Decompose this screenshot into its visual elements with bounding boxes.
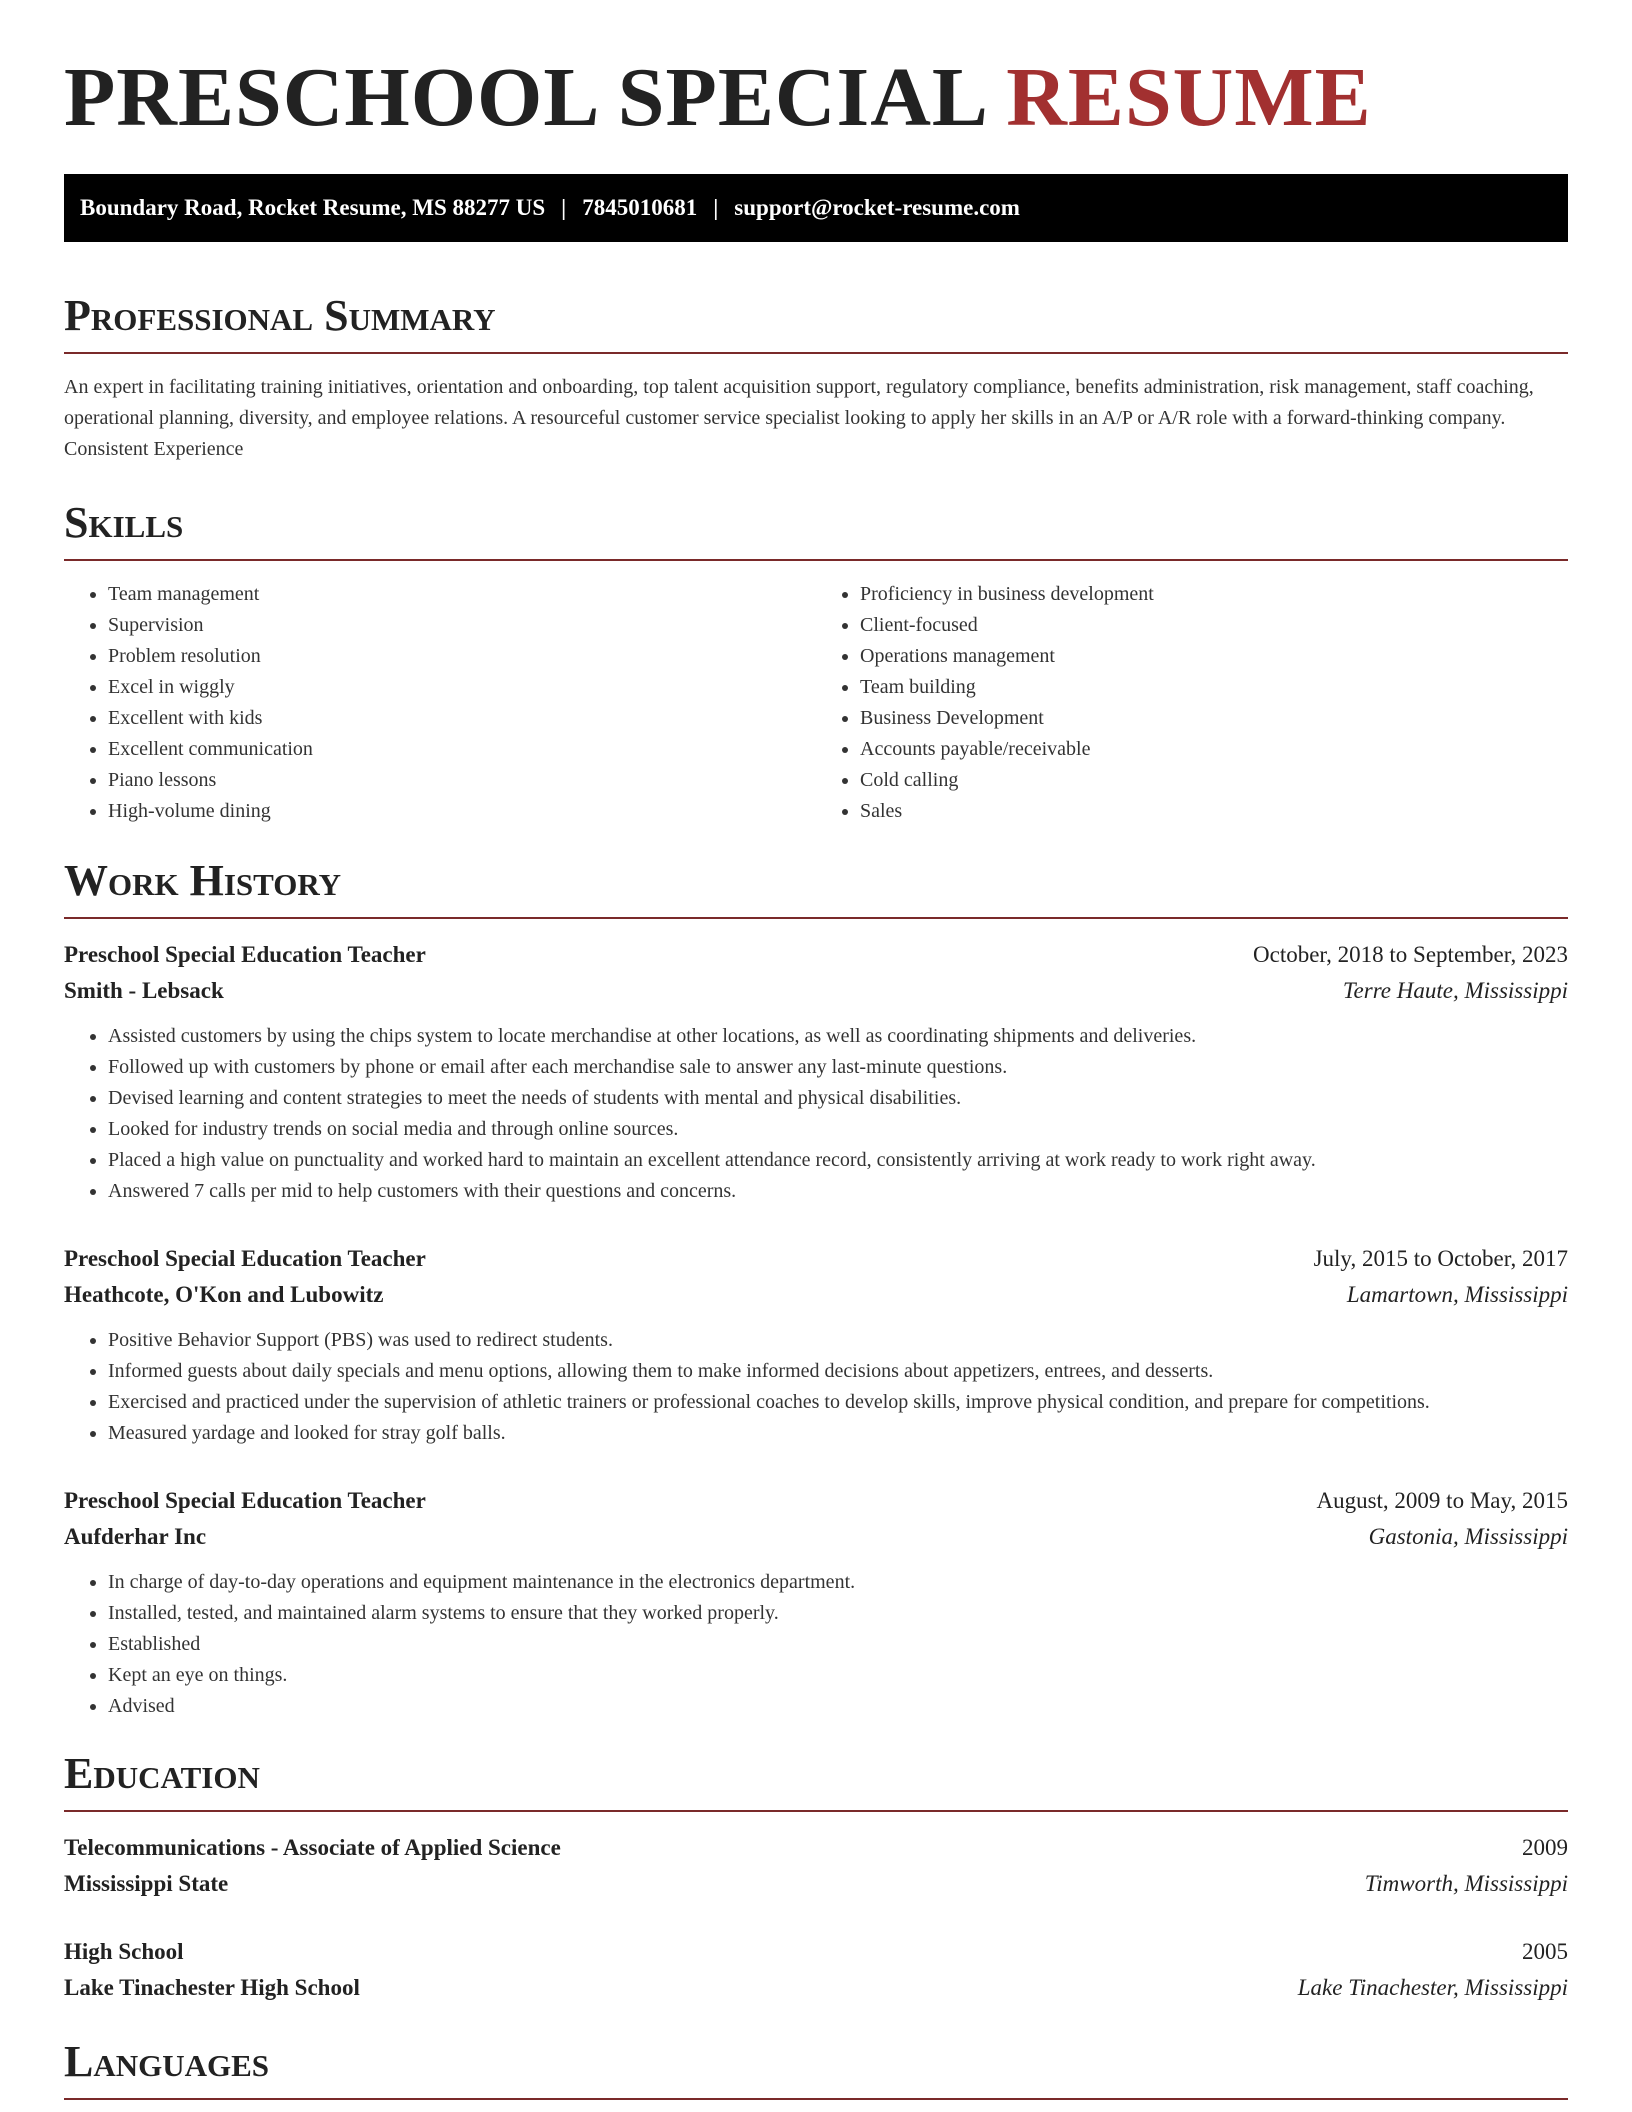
contact-email[interactable]: support@rocket-resume.com: [734, 195, 1020, 220]
job-bullet: • Devised learning and content strategies to meet the needs of students with mental and physical disabilities.: [108, 1083, 1568, 1114]
education-year: 2005: [1522, 1939, 1568, 1964]
job-title-row: [64, 1241, 1568, 1277]
job-bullet: • Installed, tested, and maintained alarm systems to ensure that they worked properly.: [108, 1598, 1568, 1629]
education-degree-row: [64, 1830, 1568, 1866]
education-location: Lake Tinachester, Mississippi: [1297, 1975, 1568, 2000]
education-degree-row: [64, 1934, 1568, 1970]
job-bullets: [64, 1567, 1568, 1722]
contact-bar: [64, 174, 1568, 242]
education-year: 2009: [1522, 1835, 1568, 1860]
job-bullets: [64, 1021, 1568, 1207]
section-heading-summary: Professional Summary: [64, 294, 1568, 354]
title-accent: RESUME: [1006, 51, 1372, 144]
summary-section: [64, 291, 1568, 465]
title-main: PRESCHOOL SPECIAL: [64, 51, 985, 144]
skill-item: • Piano lessons: [108, 765, 816, 796]
skill-item: • High-volume dining: [108, 796, 816, 827]
job-bullet: • Placed a high value on punctuality and worked hard to maintain an excellent attendance record, consistently arriving at work ready to work right away.: [108, 1145, 1568, 1176]
contact-separator: |: [561, 195, 567, 220]
skill-item: • Supervision: [108, 610, 816, 641]
education-entry: [64, 1934, 1568, 2006]
job-company-row: [64, 973, 1568, 1009]
skill-item: • Operations management: [860, 641, 1568, 672]
job-bullet: • Assisted customers by using the chips system to locate merchandise at other locations, as well as coordinating shipments and deliveries.: [108, 1021, 1568, 1052]
job-bullet: • Measured yardage and looked for stray golf balls.: [108, 1418, 1568, 1449]
job-bullet: • In charge of day-to-day operations and equipment maintenance in the electronics department.: [108, 1567, 1568, 1598]
education-school: Mississippi State: [64, 1871, 229, 1896]
job-entry: [64, 937, 1568, 1207]
job-entry: [64, 1483, 1568, 1722]
contact-separator: |: [713, 195, 719, 220]
education-school-row: [64, 1970, 1568, 2006]
languages-section: [64, 2037, 1568, 2100]
skills-section: [64, 498, 1568, 827]
job-dates: July, 2015 to October, 2017: [1313, 1246, 1568, 1271]
skills-grid: [64, 579, 1568, 827]
skill-item: • Client-focused: [860, 610, 1568, 641]
job-bullet: • Positive Behavior Support (PBS) was used to redirect students.: [108, 1325, 1568, 1356]
skill-item: • Sales: [860, 796, 1568, 827]
job-dates: August, 2009 to May, 2015: [1316, 1488, 1568, 1513]
section-heading-work-history: Work History: [64, 859, 1568, 919]
job-title-row: [64, 1483, 1568, 1519]
job-company-row: [64, 1277, 1568, 1313]
skill-item: • Excellent communication: [108, 734, 816, 765]
skill-item: • Excel in wiggly: [108, 672, 816, 703]
section-heading-languages: Languages: [64, 2040, 1568, 2100]
skill-item: • Cold calling: [860, 765, 1568, 796]
education-degree: Telecommunications - Associate of Applied Science: [64, 1835, 561, 1860]
education-entry: [64, 1830, 1568, 1902]
job-location: Lamartown, Mississippi: [1346, 1282, 1568, 1307]
work-history-section: [64, 856, 1568, 1722]
section-heading-skills: Skills: [64, 501, 1568, 561]
job-title: Preschool Special Education Teacher: [64, 1488, 426, 1513]
job-bullets: [64, 1325, 1568, 1449]
job-bullet: • Followed up with customers by phone or email after each merchandise sale to answer any last-minute questions.: [108, 1052, 1568, 1083]
skill-item: • Problem resolution: [108, 641, 816, 672]
skills-list-left: [64, 579, 816, 827]
job-bullet: • Informed guests about daily specials and menu options, allowing them to make informed decisions about appetizers, entrees, and desserts.: [108, 1356, 1568, 1387]
job-company-row: [64, 1519, 1568, 1555]
contact-phone: 7845010681: [582, 195, 698, 220]
job-company: Aufderhar Inc: [64, 1524, 207, 1549]
skill-item: • Business Development: [860, 703, 1568, 734]
job-bullet: • Established: [108, 1629, 1568, 1660]
education-school-row: [64, 1866, 1568, 1902]
job-title: Preschool Special Education Teacher: [64, 1246, 426, 1271]
job-location: Gastonia, Mississippi: [1368, 1524, 1568, 1549]
job-title: Preschool Special Education Teacher: [64, 942, 426, 967]
skill-item: • Team building: [860, 672, 1568, 703]
skills-list-right: [816, 579, 1568, 827]
resume-title: [64, 51, 1568, 144]
job-bullet: • Exercised and practiced under the supervision of athletic trainers or professional coaches to develop skills, improve physical condition, and prepare for competitions.: [108, 1387, 1568, 1418]
section-heading-education: Education: [64, 1752, 1568, 1812]
education-section: [64, 1749, 1568, 2006]
education-degree: High School: [64, 1939, 184, 1964]
job-entry: [64, 1241, 1568, 1449]
job-bullet: • Looked for industry trends on social media and through online sources.: [108, 1114, 1568, 1145]
education-location: Timworth, Mississippi: [1364, 1871, 1568, 1896]
skill-item: • Proficiency in business development: [860, 579, 1568, 610]
contact-address: Boundary Road, Rocket Resume, MS 88277 US: [80, 195, 546, 220]
job-location: Terre Haute, Mississippi: [1342, 978, 1568, 1003]
job-bullet: • Answered 7 calls per mid to help customers with their questions and concerns.: [108, 1176, 1568, 1207]
job-company: Heathcote, O'Kon and Lubowitz: [64, 1282, 384, 1307]
job-bullet: • Advised: [108, 1691, 1568, 1722]
skill-item: • Excellent with kids: [108, 703, 816, 734]
job-company: Smith - Lebsack: [64, 978, 224, 1003]
summary-text: An expert in facilitating training initiatives, orientation and onboarding, top talent acquisition support, regulatory compliance, benefits administration, risk management, staff coaching, operational planning, diversity, and employee relations. A resourceful customer service specialist looking to apply her skills in an A/P or A/R role with a forward-thinking company. Consistent Experience: [64, 376, 1534, 460]
job-dates: October, 2018 to September, 2023: [1253, 942, 1568, 967]
skill-item: • Accounts payable/receivable: [860, 734, 1568, 765]
skill-item: • Team management: [108, 579, 816, 610]
education-school: Lake Tinachester High School: [64, 1975, 360, 2000]
job-title-row: [64, 937, 1568, 973]
job-bullet: • Kept an eye on things.: [108, 1660, 1568, 1691]
